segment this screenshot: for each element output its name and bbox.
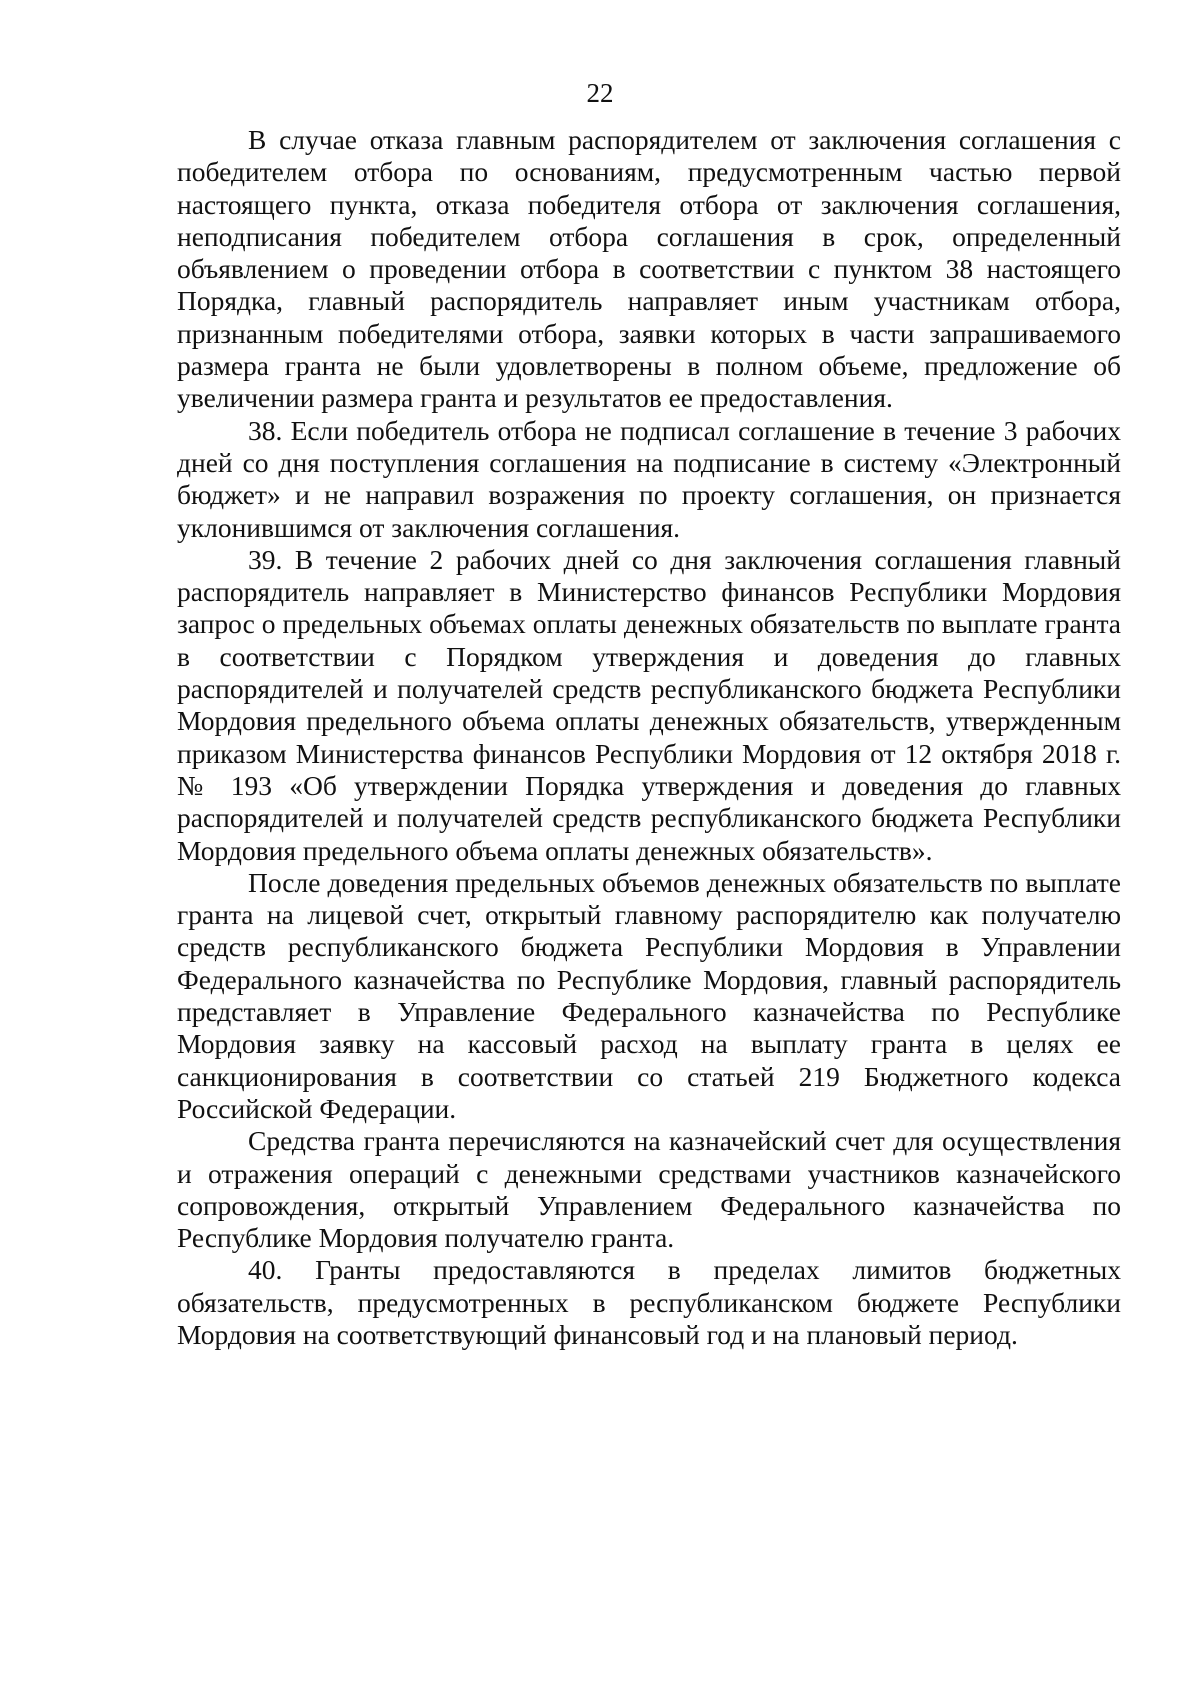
paragraph-item-40: 40. Гранты предоставляются в пределах лимитов бюджетных обязательств, предусмотренных в республиканском бюджете Республики Мордовия на соответствующий финансовый год и на плановый период. [177, 1254, 1121, 1350]
paragraph-item-39: 39. В течение 2 рабочих дней со дня заключения соглашения главный распорядитель направляет в Министерство финансов Республики Мордовия запрос о предельных объемах оплаты денежных обязательств по выплате гранта в соответствии с Порядком утверждения и доведения до главных распорядителей и получателей средств республиканского бюджета Республики Мордовия предельного объема оплаты денежных обязательств, утвержденным приказом Министерства финансов Республики Мордовия от 12 октября 2018 г. № 193 «Об утверждении Порядка утверждения и доведения до главных распорядителей и получателей средств республиканского бюджета Республики Мордовия предельного объема оплаты денежных обязательств». [177, 543, 1121, 866]
document-body [177, 124, 1121, 1351]
paragraph-refusal-case: В случае отказа главным распорядителем от заключения соглашения с победителем отбора по основаниям, предусмотренным частью первой настоящего пункта, отказа победителя отбора от заключения соглашения, неподписания победителем отбора соглашения в срок, определенный объявлением о проведении отбора в соответствии с пунктом 38 настоящего Порядка, главный распорядитель направляет иным участникам отбора, признанным победителями отбора, заявки которых в части запрашиваемого размера гранта не были удовлетворены в полном объеме, предложение об увеличении размера гранта и результатов ее предоставления. [177, 124, 1121, 414]
page-number: 22 [586, 78, 614, 108]
paragraph-item-38: 38. Если победитель отбора не подписал соглашение в течение 3 рабочих дней со дня поступления соглашения на подписание в систему «Электронный бюджет» и не направил возражения по проекту соглашения, он признается уклонившимся от заключения соглашения. [177, 414, 1121, 543]
paragraph-grant-transfer: Средства гранта перечисляются на казначейский счет для осуществления и отражения операций с денежными средствами участников казначейского сопровождения, открытый Управлением Федерального казначейства по Республике Мордовия получателю гранта. [177, 1125, 1121, 1254]
paragraph-after-limits: После доведения предельных объемов денежных обязательств по выплате гранта на лицевой счет, открытый главному распорядителю как получателю средств республиканского бюджета Республики Мордовия в Управлении Федерального казначейства по Республике Мордовия, главный распорядитель представляет в Управление Федерального казначейства по Республике Мордовия заявку на кассовый расход на выплату гранта в целях ее санкционирования в соответствии со статьей 219 Бюджетного кодекса Российской Федерации. [177, 866, 1121, 1124]
